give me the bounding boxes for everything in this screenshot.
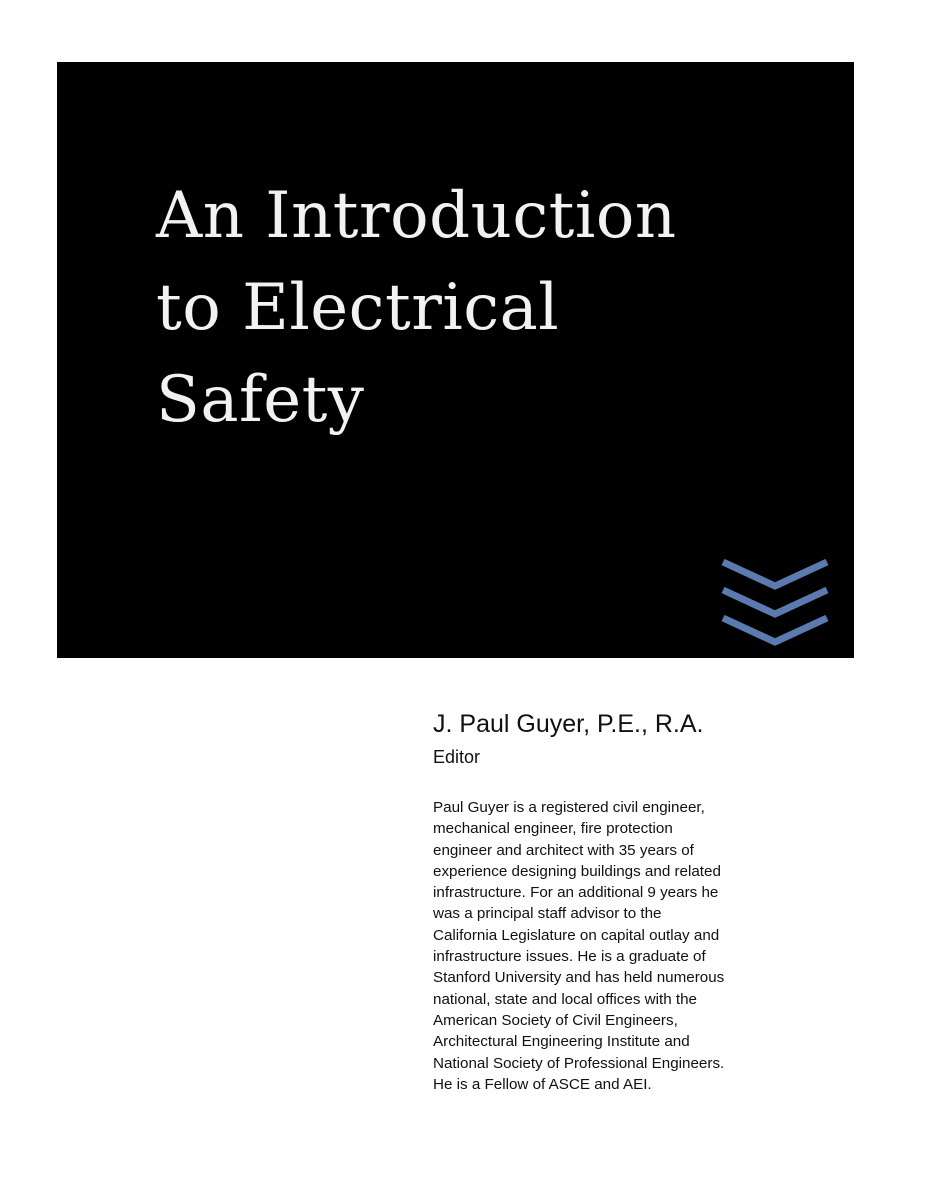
title-line-3: Safety xyxy=(156,363,365,437)
chevron-1 xyxy=(723,562,827,586)
bio-line: American Society of Civil Engineers, xyxy=(433,1011,678,1029)
bio-line: infrastructure. For an additional 9 years he xyxy=(433,884,719,902)
bio-line: experience designing buildings and related xyxy=(433,862,721,880)
title-line-1: An Introduction xyxy=(156,179,677,253)
bio-line: was a principal staff advisor to the xyxy=(433,905,662,923)
bio-line: infrastructure issues. He is a graduate of xyxy=(433,948,706,966)
title-line-2: to Electrical xyxy=(156,271,560,345)
bio-line: engineer and architect with 35 years of xyxy=(433,841,694,859)
chevron-2 xyxy=(723,590,827,614)
author-role: Editor xyxy=(433,747,481,767)
triple-chevron-down-icon xyxy=(721,556,829,652)
cover-panel xyxy=(57,62,854,658)
bio-line: Architectural Engineering Institute and xyxy=(433,1033,690,1051)
bio-line: Paul Guyer is a registered civil engineer, xyxy=(433,799,705,816)
bio-line: Stanford University and has held numerous xyxy=(433,969,725,987)
book-title xyxy=(156,170,677,446)
author-name: J. Paul Guyer, P.E., R.A. xyxy=(433,710,704,738)
bio-line: National Society of Professional Engineers. xyxy=(433,1054,725,1072)
author-bio xyxy=(433,797,833,1095)
bio-line: national, state and local offices with the xyxy=(433,990,697,1008)
bio-line: California Legislature on capital outlay and xyxy=(433,926,720,944)
bio-line: mechanical engineer, fire protection xyxy=(433,820,673,838)
chevron-3 xyxy=(723,618,827,642)
bio-line: He is a Fellow of ASCE and AEI. xyxy=(433,1075,652,1093)
